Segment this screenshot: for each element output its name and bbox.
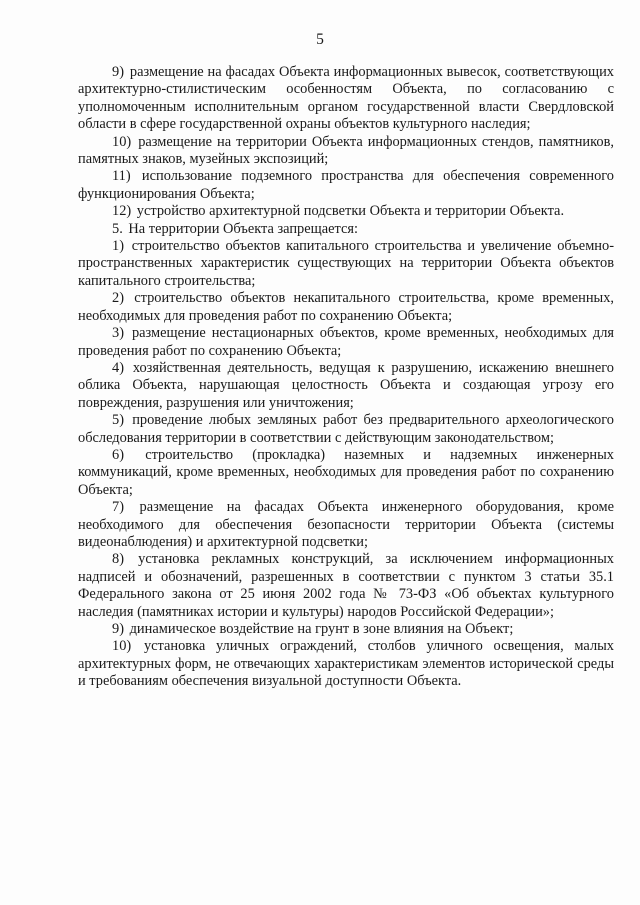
list-item — [78, 64, 614, 134]
list-item — [78, 325, 614, 360]
item-number: 1) — [112, 238, 124, 255]
list-item — [78, 134, 614, 169]
item-number: 11) — [112, 168, 131, 185]
list-item — [78, 412, 614, 447]
section-text: На территории Объекта запрещается: — [128, 220, 358, 237]
item-number: 3) — [112, 325, 124, 342]
section-heading — [78, 221, 614, 238]
item-number: 5) — [112, 412, 124, 429]
list-item — [78, 551, 614, 621]
list-item — [78, 238, 614, 290]
item-number: 9) — [112, 621, 124, 637]
list-item — [78, 638, 614, 690]
item-text: строительство (прокладка) наземных и надземных инженерных коммуникаций, кроме временных, необходимых для проведения работ по сохранению Объекта; — [78, 446, 614, 498]
item-number: 7) — [112, 499, 124, 516]
item-text: строительство объектов некапитального строительства, кроме временных, необходимых для проведения работ по сохранению Объекта; — [78, 290, 614, 324]
list-item — [78, 447, 614, 499]
item-number: 10) — [112, 638, 132, 655]
item-number: 10) — [112, 133, 132, 150]
item-text: размещение нестационарных объектов, кроме временных, необходимых для проведения работ по сохранению Объекта; — [78, 325, 614, 359]
item-text: устройство архитектурной подсветки Объекта и территории Объекта. — [136, 203, 565, 220]
section-number: 5. — [112, 220, 123, 237]
item-number: 2) — [112, 290, 124, 307]
item-text: хозяйственная деятельность, ведущая к разрушению, искажению внешнего облика Объекта, нарушающая целостность Объекта и создающая угрозу его повреждения, разрушения или уничтожения; — [78, 359, 614, 411]
item-text: использование подземного пространства для обеспечения современного функционирования Объекта; — [78, 168, 614, 202]
item-number: 4) — [112, 359, 124, 376]
item-text: установка рекламных конструкций, за исключением информационных надписей и обозначений, разрешенных в соответствии с пунктом 3 статьи 35.1 Федерального закона от 25 июня 2002 года № 73-ФЗ «Об объектах культурного наследия (памятниках истории и культуры) народов Российской Федерации»; — [78, 551, 614, 620]
item-number: 9) — [112, 64, 124, 80]
item-text: размещение на территории Объекта информационных стендов, памятников, памятных знаков, музейных экспозиций; — [78, 133, 614, 168]
item-text: размещение на фасадах Объекта информационных вывесок, соответствующих архитектурно-стилистическим особенностям Объекта, по согласованию с уполномоченным исполнительным органом государственной власти Свердловской области в сфере государственной охраны объектов культурного наследия; — [78, 64, 614, 133]
list-item — [78, 360, 614, 412]
page-number: 5 — [316, 31, 324, 48]
item-text: размещение на фасадах Объекта инженерного оборудования, кроме необходимого для обеспечения безопасности территории Объекта (системы видеонаблюдения) и архитектурной подсветки; — [78, 499, 614, 550]
item-number: 6) — [112, 446, 124, 463]
item-number: 8) — [112, 551, 124, 568]
list-item — [78, 621, 614, 638]
item-text: проведение любых земляных работ без предварительного археологического обследования территории в соответствии с действующим законодательством; — [78, 412, 614, 446]
document-body — [78, 64, 614, 691]
list-item — [78, 499, 614, 551]
item-text: установка уличных ограждений, столбов уличного освещения, малых архитектурных форм, не отвечающих характеристикам элементов исторической среды и требованиям обеспечения визуальной доступности Объекта. — [78, 638, 614, 690]
item-text: динамическое воздействие на грунт в зоне влияния на Объект; — [129, 621, 514, 637]
list-item — [78, 203, 614, 220]
item-number: 12) — [112, 203, 132, 220]
list-item — [78, 290, 614, 325]
item-text: строительство объектов капитального строительства и увеличение объемно-пространственных характеристик существующих на территории Объекта объектов капитального строительства; — [78, 238, 614, 289]
list-item — [78, 168, 614, 203]
